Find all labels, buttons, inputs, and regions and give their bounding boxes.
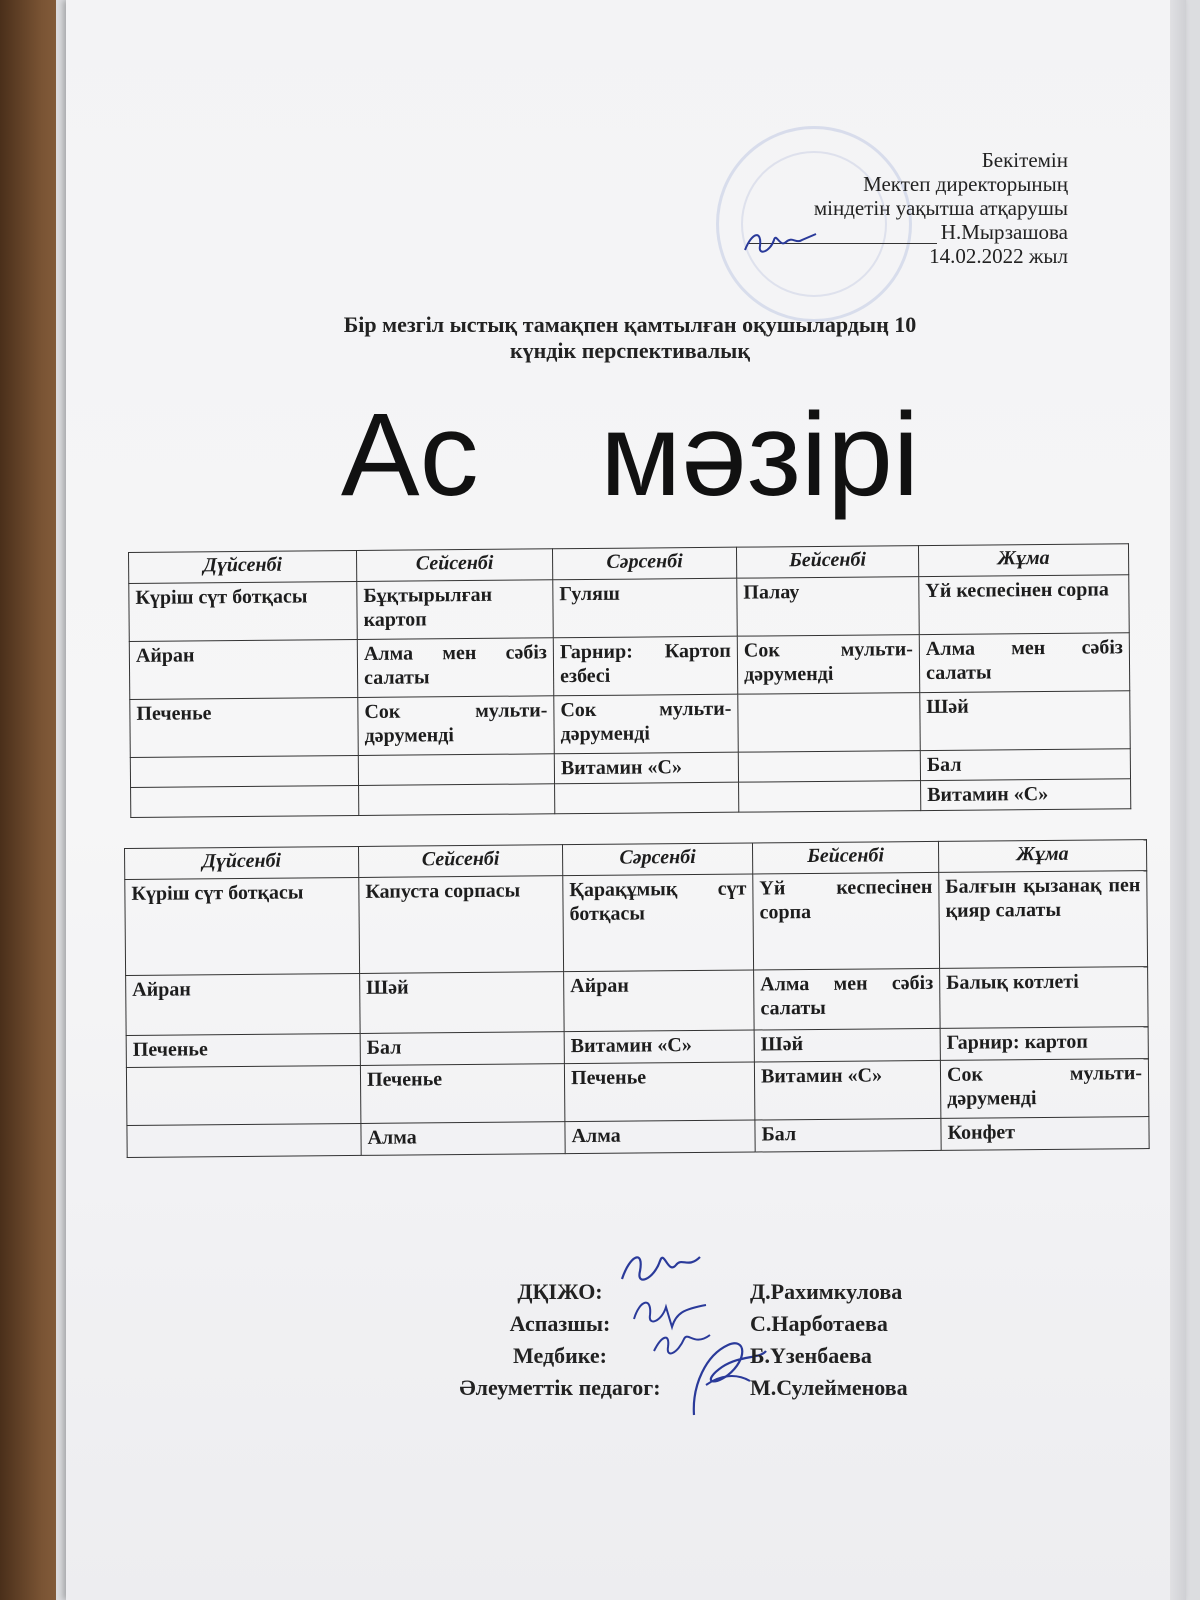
page-edge <box>1170 0 1186 1600</box>
table-cell <box>555 782 739 814</box>
header-wednesday: Сәрсенбі <box>552 547 736 580</box>
approval-line-3: міндетін уақытша атқарушы <box>813 196 1068 220</box>
table-cell: Печенье <box>360 1064 564 1124</box>
table-cell <box>738 693 920 753</box>
table-cell: Печенье <box>126 1033 360 1067</box>
table-cell: Бұқтырылған картоп <box>357 580 553 640</box>
table-row <box>129 575 1129 642</box>
table-row <box>126 967 1148 1036</box>
table-cell: Витамин «С» <box>554 752 738 784</box>
subtitle <box>200 312 1060 364</box>
table-cell <box>739 781 921 813</box>
table-cell: Витамин «С» <box>754 1060 940 1120</box>
table-cell: Конфет <box>941 1117 1149 1151</box>
table-cell: Балық котлеті <box>940 967 1149 1029</box>
staff-row <box>400 1308 1020 1340</box>
director-signature <box>740 222 820 262</box>
table-cell: Алма мен сәбіз салаты <box>754 968 941 1030</box>
table-cell: Бал <box>360 1032 564 1066</box>
table-cell: Печенье <box>564 1062 754 1122</box>
menu-table-week-2 <box>124 839 1150 1158</box>
approval-date: 14.02.2022 жыл <box>929 244 1068 268</box>
table-cell <box>130 755 358 787</box>
approval-line-2: Мектеп директорының <box>863 172 1068 196</box>
table-cell: Үй кеспесінен сорпа <box>753 872 940 970</box>
table-row <box>130 691 1130 758</box>
table-cell: Капуста сорпасы <box>359 876 564 974</box>
header-monday: Дүйсенбі <box>129 551 357 584</box>
table-cell <box>738 751 920 783</box>
staff-role: Әлеуметтік педагог: <box>459 1375 661 1400</box>
table-cell: Бал <box>920 749 1130 781</box>
staff-role: ДҚІЖО: <box>517 1279 603 1304</box>
subtitle-line-1: Бір мезгіл ыстық тамақпен қамтылған оқушылардың 10 <box>343 312 917 337</box>
staff-name: С.Нарботаева <box>750 1311 888 1336</box>
approval-signer: Н.Мырзашова <box>940 220 1068 244</box>
page-title: Ас мәзірі <box>340 389 920 521</box>
table-cell: Шәй <box>754 1028 940 1062</box>
table-row <box>126 1059 1148 1126</box>
staff-role: Медбике: <box>513 1343 607 1368</box>
table-cell: Балғын қызанақ пен қияр салаты <box>939 871 1148 969</box>
table-cell: Күріш сүт ботқасы <box>129 582 357 642</box>
subtitle-line-2: күндік перспективалық <box>509 338 751 363</box>
staff-name: Д.Рахимкулова <box>750 1279 903 1304</box>
approval-line-1: Бекітемін <box>981 148 1068 172</box>
table-cell <box>358 754 554 786</box>
table-row <box>129 633 1129 700</box>
header-thursday: Бейсенбі <box>736 546 918 579</box>
table-cell: Сок мульти-дәруменді <box>554 694 738 754</box>
menu-table-week-1 <box>128 543 1131 818</box>
table-cell: Гарнир: Картоп езбесі <box>553 636 737 696</box>
table-cell: Сок мульти-дәруменді <box>737 635 919 695</box>
header-friday: Жұма <box>938 840 1146 873</box>
table-cell: Шәй <box>920 691 1130 751</box>
header-thursday: Бейсенбі <box>752 841 938 874</box>
table-cell <box>126 1065 360 1125</box>
staff-name: М.Сулейменова <box>750 1375 908 1400</box>
staff-signatures-block <box>400 1276 1020 1404</box>
table-cell: Алма мен сәбіз салаты <box>357 638 553 698</box>
staff-role: Аспазшы: <box>509 1311 611 1336</box>
table-cell: Қарақұмық сүт ботқасы <box>563 874 754 972</box>
header-friday: Жұма <box>918 544 1128 577</box>
table-cell: Сок мульти-дәруменді <box>358 696 554 756</box>
staff-row <box>400 1340 1020 1372</box>
table-cell: Палау <box>737 577 919 637</box>
table-cell: Күріш сүт ботқасы <box>125 877 360 975</box>
table-cell: Печенье <box>130 698 358 758</box>
staff-row <box>400 1372 1020 1404</box>
table-cell: Айран <box>564 970 755 1032</box>
staff-name: Б.Үзенбаева <box>750 1343 872 1368</box>
table-cell: Гарнир: картоп <box>940 1027 1148 1061</box>
table-cell: Алма мен сәбіз салаты <box>919 633 1129 693</box>
table-cell: Витамин «С» <box>564 1030 754 1064</box>
table-cell: Сок мульти-дәруменді <box>940 1059 1148 1119</box>
table-cell <box>359 784 555 816</box>
table-cell: Гуляш <box>553 578 737 638</box>
table-cell <box>131 785 359 817</box>
table-cell: Алма <box>565 1120 755 1154</box>
header-tuesday: Сейсенбі <box>358 845 562 878</box>
header-tuesday: Сейсенбі <box>356 549 552 582</box>
staff-row <box>400 1276 1020 1308</box>
table-cell: Үй кеспесінен сорпа <box>919 575 1129 635</box>
table-cell: Алма <box>361 1122 565 1156</box>
table-cell: Бал <box>755 1118 941 1152</box>
table-cell: Айран <box>126 973 361 1035</box>
table-cell: Айран <box>129 640 357 700</box>
header-monday: Дүйсенбі <box>125 846 359 879</box>
table-cell: Витамин «С» <box>921 779 1131 811</box>
header-wednesday: Сәрсенбі <box>562 843 752 876</box>
table-cell <box>127 1123 361 1157</box>
table-cell: Шәй <box>360 972 565 1034</box>
table-row <box>125 871 1148 976</box>
